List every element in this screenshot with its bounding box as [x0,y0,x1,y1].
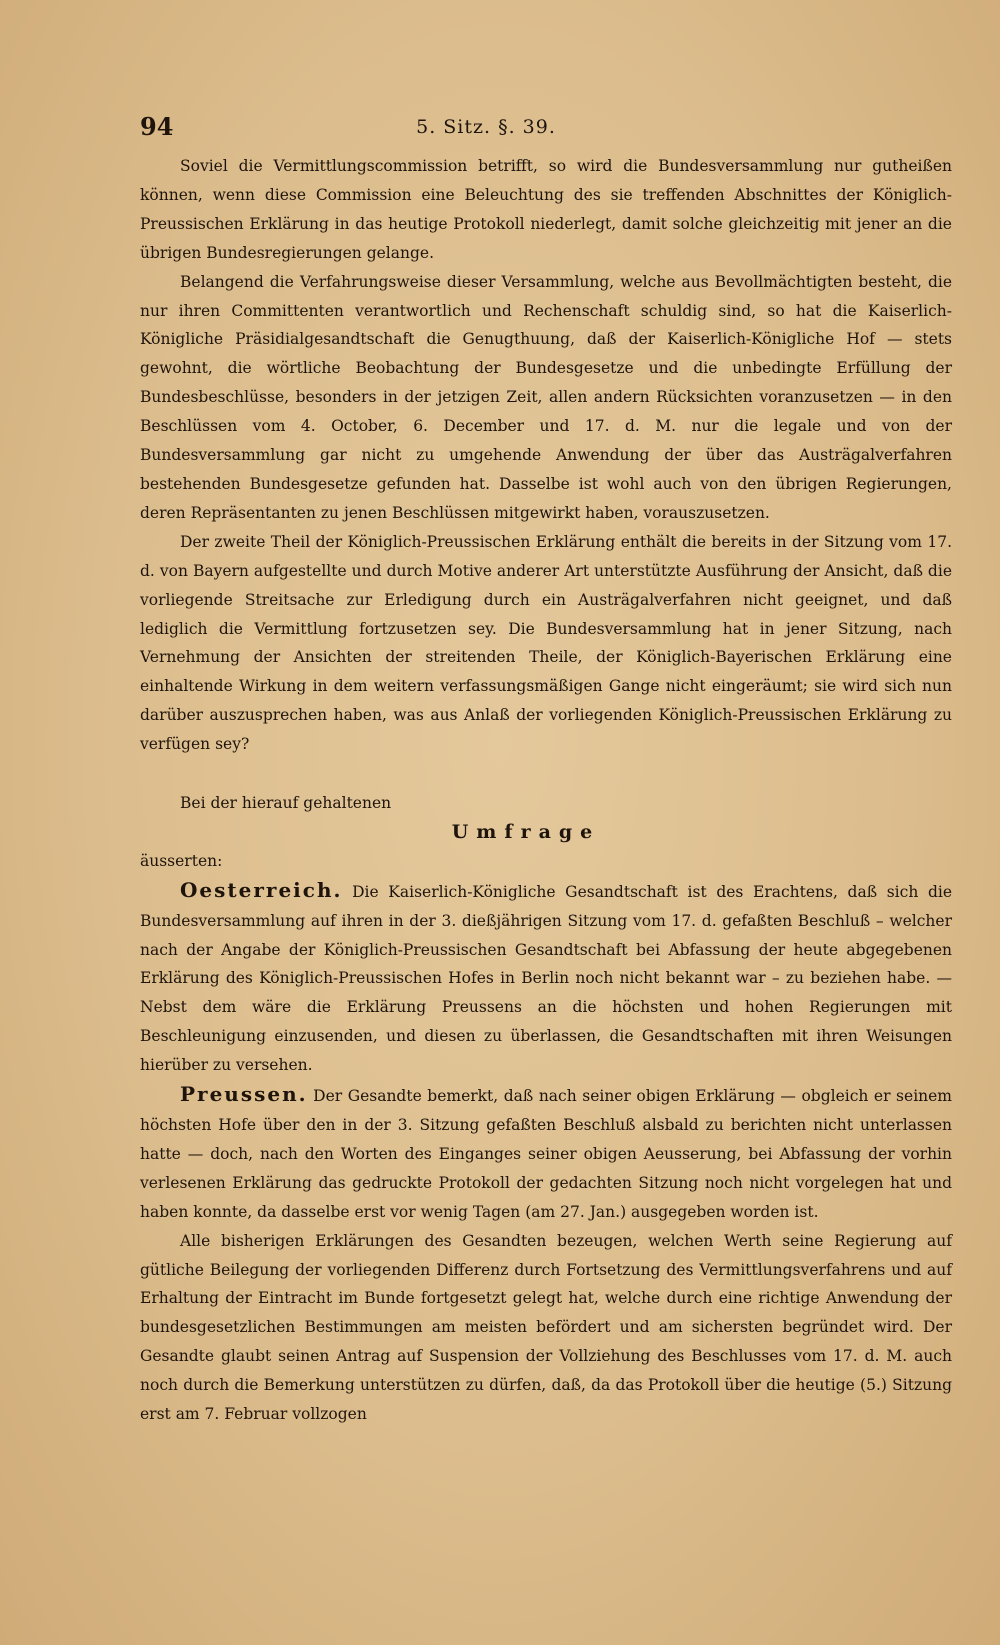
paragraph-zweiter-theil: Der zweite Theil der Königlich-Preussischen Erklärung enthält die bereits in der Sitzung vom 17. d. von Bayern aufgestellte und durch Motive anderer Art unterstützte Ausführung der Ansicht, daß die vorliegende Streitsache zur Erledigung durch ein Austrägalverfahren nicht geeignet, und daß lediglich die Vermittlung fortzusetzen sey. Die Bundesversammlung hat in jener Sitzung, nach Vernehmung der Ansichten der streitenden Theile, der Königlich-Bayerischen Erklärung eine einhaltende Wirkung in dem weitern verfassungsmäßigen Gange nicht eingeräumt; sie wird sich nun darüber auszusprechen haben, was aus Anlaß der vorliegenden Königlich-Preussischen Erklärung zu verfügen sey? [140,532,952,754]
page-body [140,152,952,1429]
paragraph-verfahrungsweise: Belangend die Verfahrungsweise dieser Versammlung, welche aus Bevollmächtigten besteht, die nur ihren Committenten verantwortlich und Rechenschaft schuldig sind, so hat die Kaiserlich-Königliche Präsidialgesandtschaft die Genugthuung, daß der Kaiserlich-Königliche Hof — stets gewohnt, die wörtliche Beobachtung der Bundesgesetze und die unbedingte Erfüllung der Bundesbeschlüsse, besonders in der jetzigen Zeit, allen andern Rücksichten voranzusetzen — in den Beschlüssen vom 4. October, 6. December und 17. d. M. nur die legale und von der Bundesversammlung gar nicht zu umgehende Anwendung der über das Austrägalverfahren bestehenden Bundesgesetze gefunden hat. Dasselbe ist wohl auch von den übrigen Regierungen, deren Repräsentanten zu jenen Beschlüssen mitgewirkt haben, vorauszusetzen. [140,272,952,522]
section-heading-umfrage: Umfrage [451,820,601,843]
running-head: 5. Sitz. §. 39. [416,116,556,138]
paragraph-vermittlungscommission: Soviel die Vermittlungscommission betrifft, so wird die Bundesversammlung nur gutheißen können, wenn diese Commission eine Beleuchtung des sie treffenden Abschnittes der Königlich-Preussischen Erklärung in das heutige Protokoll niederlegt, damit solche gleichzeitig mit jener an die übrigen Bundesregierungen gelange. [140,157,952,262]
statement-preussen [140,1080,952,1227]
statement-oesterreich [140,876,952,1080]
section-spacer [140,759,952,789]
page-number: 94 [140,112,174,141]
page-header [140,112,952,146]
statement-preussen-text: Der Gesandte bemerkt, daß nach seiner obigen Erklärung — obgleich er seinem höchsten Hofe über den in der 3. Sitzung gefaßten Beschluß alsbald zu berichten nicht unterlassen hatte — doch, nach den Worten des Einganges seiner obigen Aeusserung, bei Abfassung der vorhin verlesenen Erklärung das gedruckte Protokoll der gedachten Sitzung noch nicht vorgelegen hat und haben konnte, da dasselbe erst vor wenig Tagen (am 27. Jan.) ausgegeben worden ist. [140,1087,952,1221]
umfrage-intro: Bei der hierauf gehaltenen [180,794,392,813]
paragraph-bisherige-erklaerungen: Alle bisherigen Erklärungen des Gesandten bezeugen, welchen Werth seine Regierung auf gütliche Beilegung der vorliegenden Differenz durch Fortsetzung des Vermittlungsverfahrens und auf Erhaltung der Eintracht im Bunde fortgesetzt gelegt hat, welche durch eine richtige Anwendung der bundesgesetzlichen Bestimmungen am meisten befördert und am sichersten begründet wird. Der Gesandte glaubt seinen Antrag auf Suspension der Vollziehung des Beschlusses vom 17. d. M. auch noch durch die Bemerkung unterstützen zu dürfen, daß, da das Protokoll über die heutige (5.) Sitzung erst am 7. Februar vollzogen [140,1231,952,1424]
speaker-oesterreich: Oesterreich. [180,877,343,902]
statement-oesterreich-text: Die Kaiserlich-Königliche Gesandtschaft ist des Erachtens, daß sich die Bundesversammlung auf ihren in der 3. dießjährigen Sitzung vom 17. d. gefaßten Beschluß – welcher nach der Angabe der Königlich-Preussischen Gesandtschaft bei Abfassung der heute abgegebenen Erklärung des Königlich-Preussischen Hofes in Berlin noch nicht bekannt war – zu beziehen habe. — Nebst dem wäre die Erklärung Preussens an die höchsten und hohen Regierungen mit Beschleunigung einzusenden, und diesen zu überlassen, die Gesandtschaften mit ihren Weisungen hierüber zu versehen. [140,882,952,1075]
speaker-preussen: Preussen. [180,1082,308,1107]
aeusserten-label: äusserten: [140,851,223,870]
